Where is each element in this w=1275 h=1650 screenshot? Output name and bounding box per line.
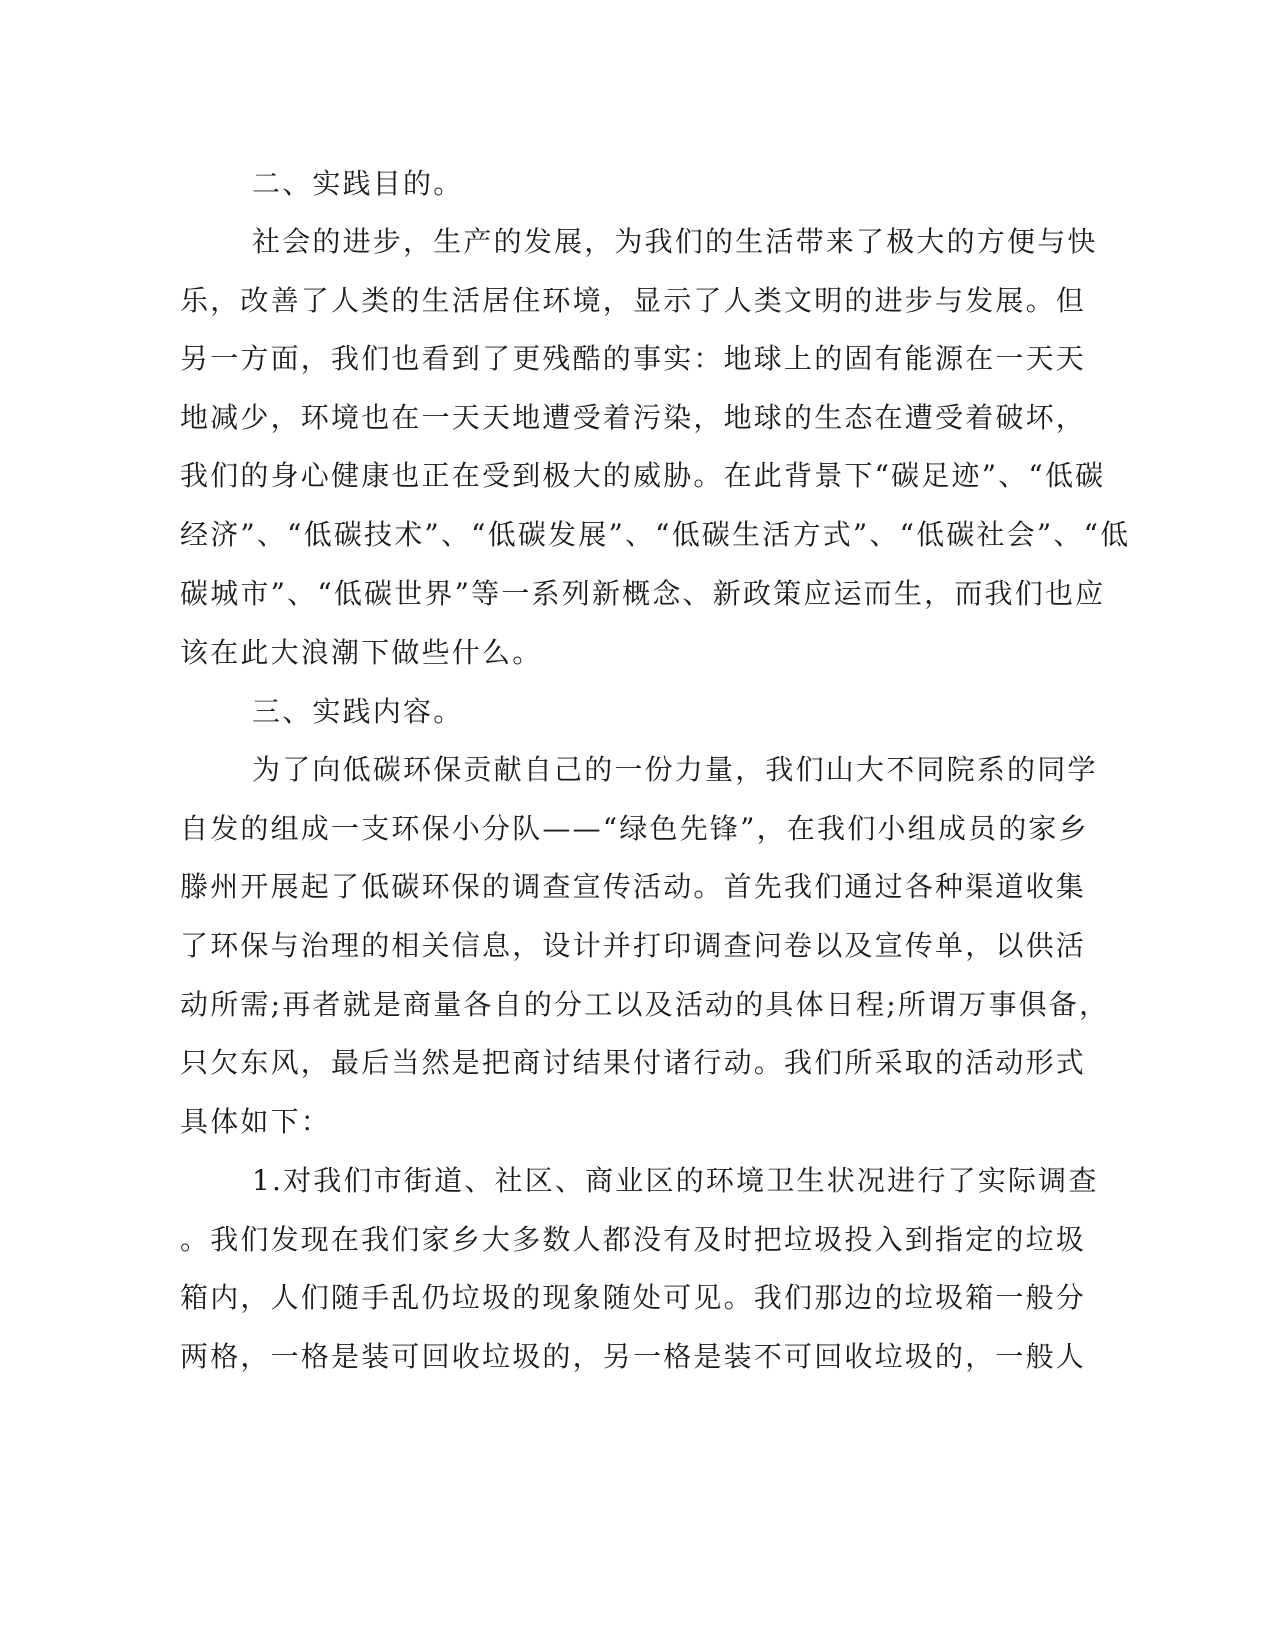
paragraph-line: 。我们发现在我们家乡大多数人都没有及时把垃圾投入到指定的垃圾 [180,1223,1087,1256]
paragraph-line: 两格，一格是装可回收垃圾的，另一格是装不可回收垃圾的，一般人 [180,1340,1087,1373]
paragraph-line: 经济”、“低碳技术”、“低碳发展”、“低碳生活方式”、“低碳社会”、“低 [180,518,1131,551]
paragraph-line: 具体如下： [180,1105,332,1138]
paragraph-line: 为了向低碳环保贡献自己的一份力量，我们山大不同院系的同学 [252,753,1098,786]
list-item-line: 1.对我们市街道、社区、商业区的环境卫生状况进行了实际调查 [252,1164,1099,1197]
section-heading-practice-content: 三、实践内容。 [252,695,464,728]
paragraph-line: 只欠东风，最后当然是把商讨结果付诸行动。我们所采取的活动形式 [180,1046,1087,1079]
paragraph-line: 自发的组成一支环保小分队——“绿色先锋”，在我们小组成员的家乡 [180,812,1089,845]
paragraph-line: 地减少，环境也在一天天地遭受着污染，地球的生态在遭受着破坏， [180,401,1087,434]
paragraph-line: 乐，改善了人类的生活居住环境，显示了人类文明的进步与发展。但 [180,284,1087,317]
paragraph-line: 了环保与治理的相关信息，设计并打印调查问卷以及宣传单，以供活 [180,929,1087,962]
paragraph-line: 我们的身心健康也正在受到极大的威胁。在此背景下“碳足迹”、“低碳 [180,459,1106,492]
paragraph-line: 该在此大浪潮下做些什么。 [180,636,543,669]
section-heading-practice-purpose: 二、实践目的。 [252,167,464,200]
paragraph-line: 动所需;再者就是商量各自的分工以及活动的具体日程;所谓万事俱备， [180,988,1110,1021]
paragraph-line: 滕州开展起了低碳环保的调查宣传活动。首先我们通过各种渠道收集 [180,870,1087,903]
paragraph-line: 碳城市”、“低碳世界”等一系列新概念、新政策应运而生，而我们也应 [180,577,1106,610]
paragraph-line: 社会的进步，生产的发展，为我们的生活带来了极大的方便与快 [252,225,1098,258]
paragraph-line: 箱内，人们随手乱仍垃圾的现象随处可见。我们那边的垃圾箱一般分 [180,1281,1087,1314]
paragraph-line: 另一方面，我们也看到了更残酷的事实：地球上的固有能源在一天天 [180,342,1087,375]
